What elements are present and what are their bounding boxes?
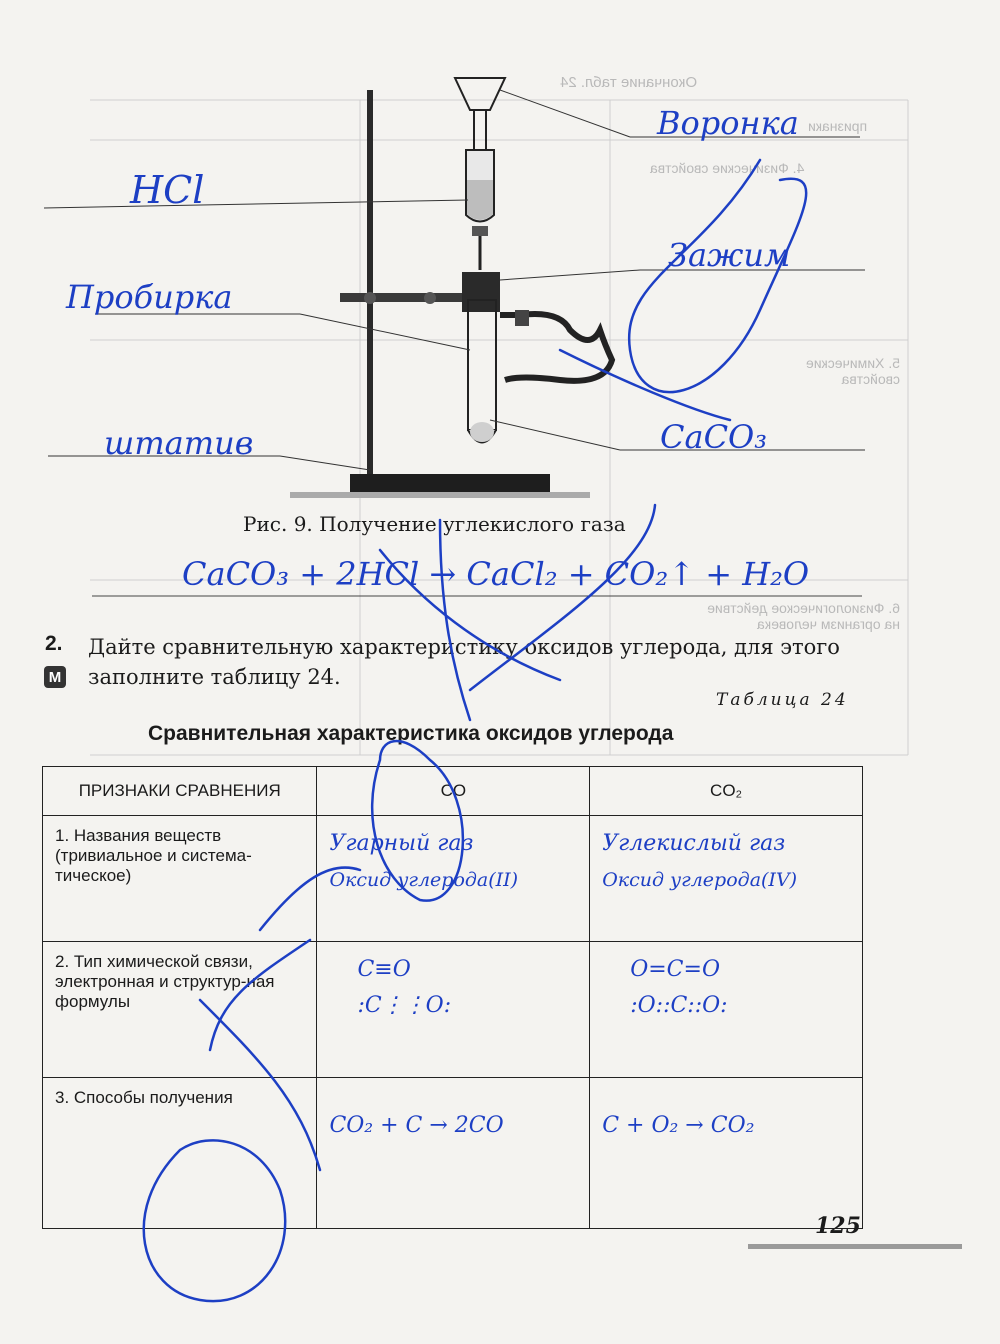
figure-caption: Рис. 9. Получение углекислого газа (243, 512, 626, 536)
cell-ink-line: C≡O (357, 957, 411, 982)
table-row (43, 816, 863, 942)
table-row (43, 942, 863, 1078)
m-badge-icon: М (44, 666, 66, 688)
bleed-row-4: 4. Физические свойства (650, 160, 805, 176)
cell-ink-line: C + O₂ → CO₂ (602, 1113, 755, 1138)
cell-co2 (590, 1078, 863, 1229)
task-text: Дайте сравнительную характеристику оксидов углерода, для этого заполните таблицу 24. (88, 635, 840, 689)
cell-ink-line: Оксид углерода(IV) (602, 869, 798, 891)
row-label: 1. Названия веществ (тривиальное и система-тическое) (43, 816, 317, 942)
label-funnel: Воронка (657, 104, 799, 142)
table-label: Таблица 24 (716, 690, 849, 710)
header-co: CO (317, 767, 590, 816)
label-clamp: Зажим (668, 236, 791, 274)
header-co2: CO₂ (590, 767, 863, 816)
cell-ink-line: :O::C::O: (630, 993, 728, 1018)
row-label: 3. Способы получения (43, 1078, 317, 1229)
header-criteria: ПРИЗНАКИ СРАВНЕНИЯ (43, 767, 317, 816)
cell-co2 (590, 942, 863, 1078)
table-title: Сравнительная характеристика оксидов углерода (148, 722, 674, 745)
cell-ink-line: O=C=O (630, 957, 720, 982)
cell-co (317, 1078, 590, 1229)
bleed-col-header: признаки (808, 118, 868, 134)
cell-ink-line: Оксид углерода(II) (329, 869, 519, 891)
table-header-row (43, 767, 863, 816)
table-row (43, 1078, 863, 1229)
bleed-row-6: 6. Физиологическое действие на организм человека (707, 600, 900, 632)
bleed-header: Окончание табл. 24 (560, 74, 698, 91)
bleed-row-5: 5. Химические свойства (806, 355, 900, 387)
cell-ink-line: :C⋮⋮O: (357, 993, 452, 1018)
label-hcl: HCl (130, 168, 205, 212)
cell-ink-line: CO₂ + C → 2CO (329, 1113, 504, 1138)
label-caco3: CaCO₃ (660, 418, 768, 456)
cell-co (317, 942, 590, 1078)
cell-ink-line: Угарный газ (329, 831, 474, 856)
row-label: 2. Тип химической связи, электронная и структур-ная формулы (43, 942, 317, 1078)
label-tube: Пробирка (66, 278, 233, 316)
page-number-rule (748, 1244, 962, 1249)
comparison-table (42, 766, 863, 1229)
reaction-equation: CaCO₃ + 2HCl → CaCl₂ + CO₂↑ + H₂O (182, 555, 810, 593)
label-stand: штатив (104, 424, 254, 462)
page-number: 125 (815, 1213, 861, 1239)
cell-co2 (590, 816, 863, 942)
task-number: 2. (45, 632, 63, 655)
cell-co (317, 816, 590, 942)
cell-ink-line: Углекислый газ (602, 831, 786, 856)
